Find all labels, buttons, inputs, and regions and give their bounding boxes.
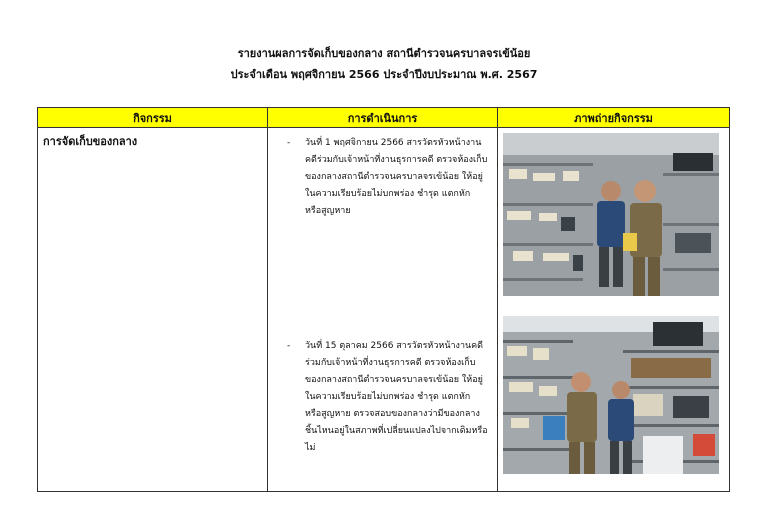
operation-entry	[268, 135, 497, 220]
activity-name: การจัดเก็บของกลาง	[43, 135, 138, 148]
report-title: รายงานผลการจัดเก็บของกลาง สถานีตำรวจนครบาลจรเข้น้อย	[237, 47, 531, 60]
photo-cell	[498, 128, 730, 492]
header-photos: ภาพถ่ายกิจกรรม	[498, 108, 730, 128]
activity-photo	[503, 133, 719, 296]
entry-text: วันที่ 1 พฤศจิกายน 2566 สารวัตรหัวหน้างานคดีร่วมกับเจ้าหน้าที่งานธุรการคดี ตรวจห้องเก็บของกลางสถานีตำรวจนครบาลจรเข้น้อย ให้อยู่ในความเรียบร้อยไม่บกพร่อง ชำรุด แตกหัก หรือสูญหาย	[305, 138, 488, 216]
activity-cell	[38, 128, 268, 492]
bullet-dash: -	[287, 138, 291, 148]
operation-cell	[268, 128, 498, 492]
header-activity: กิจกรรม	[38, 108, 268, 128]
activity-photo	[503, 316, 719, 474]
table-row	[38, 128, 730, 492]
activity-table	[37, 107, 730, 492]
bullet-dash: -	[287, 341, 291, 351]
entry-text: วันที่ 15 ตุลาคม 2566 สารวัตรหัวหน้างานคดีร่วมกับเจ้าหน้าที่งานธุรการคดี ตรวจห้องเก็บของกลางสถานีตำรวจนครบาลจรเข้น้อย ให้อยู่ในความเรียบร้อยไม่บกพร่อง ชำรุด แตกหัก หรือสูญหาย ตรวจสอบของกลางว่ามีของกลางชิ้นไหนอยู่ในสภาพที่เปลี่ยนแปลงไปจากเดิมหรือไม่	[305, 341, 488, 453]
table-header-row	[38, 108, 730, 128]
report-subtitle: ประจำเดือน พฤศจิกายน 2566 ประจำปีงบประมาณ พ.ศ. 2567	[230, 68, 538, 81]
header-operation: การดำเนินการ	[268, 108, 498, 128]
operation-entry	[268, 338, 497, 457]
